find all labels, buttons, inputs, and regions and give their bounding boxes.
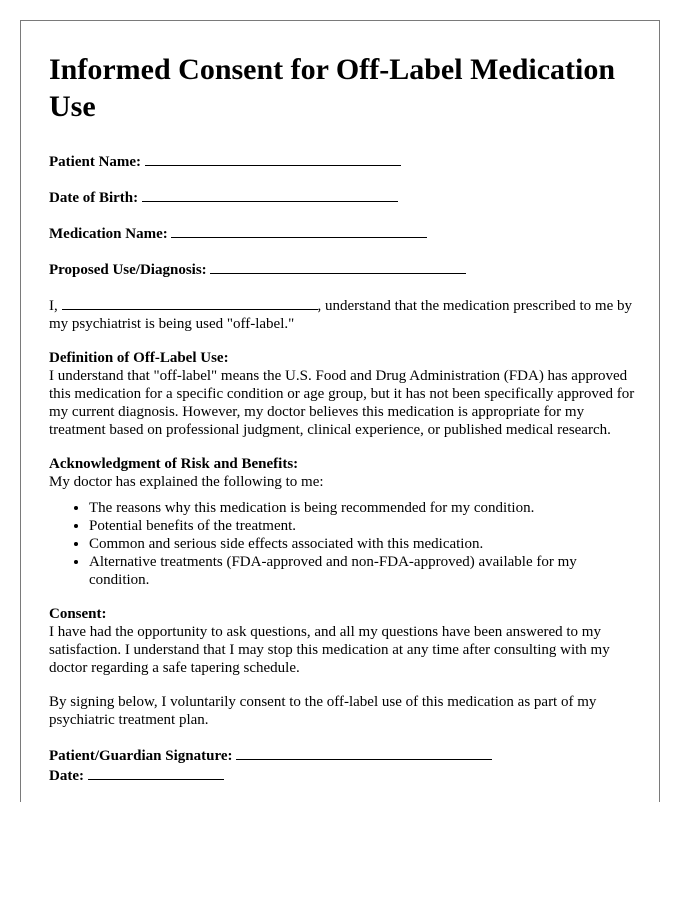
- definition-body: I understand that "off-label" means the U.S. Food and Drug Administration (FDA) has approved this medication for a specific condition or age group, but it has not been specifically approved for my current diagnosis. However, my doctor believes this medication is appropriate for my treatment based on professional judgment, clinical experience, or published medical research.: [49, 368, 635, 438]
- closing-paragraph: By signing below, I voluntarily consent to the off-label use of this medication as part of my psychiatric treatment plan.: [49, 694, 597, 728]
- date-blank[interactable]: [88, 765, 224, 780]
- signature-blank[interactable]: [236, 745, 492, 760]
- form-content: [49, 51, 639, 785]
- acknowledgment-list: [49, 499, 639, 589]
- consent-body: I have had the opportunity to ask questions, and all my questions have been answered to my satisfaction. I understand that I may stop this medication at any time after consulting with my doctor regarding a safe tapering schedule.: [49, 624, 610, 676]
- acknowledgment-section: [49, 455, 639, 589]
- signature-label: Patient/Guardian Signature:: [49, 748, 233, 764]
- consent-section: [49, 605, 639, 677]
- proposed-use-field: [49, 259, 639, 279]
- consent-heading: Consent:: [49, 606, 107, 622]
- list-item: • Alternative treatments (FDA-approved and non-FDA-approved) available for my condition.: [89, 553, 639, 589]
- definition-section: [49, 349, 639, 439]
- dob-blank[interactable]: [142, 187, 398, 202]
- list-item: • Potential benefits of the treatment.: [89, 517, 639, 535]
- proposed-use-blank[interactable]: [210, 259, 466, 274]
- intro-name-blank[interactable]: [62, 295, 318, 310]
- definition-heading: Definition of Off-Label Use:: [49, 350, 229, 366]
- intro-suffix: , understand that the medication prescribed to me by my psychiatrist is being used "off-label.": [49, 298, 632, 332]
- date-field: [49, 765, 639, 785]
- dob-label: Date of Birth:: [49, 190, 139, 206]
- intro-prefix: I,: [49, 298, 58, 314]
- intro-paragraph: [49, 295, 639, 333]
- medication-name-label: Medication Name:: [49, 226, 168, 242]
- proposed-use-label: Proposed Use/Diagnosis:: [49, 262, 207, 278]
- acknowledgment-intro: My doctor has explained the following to me:: [49, 474, 324, 490]
- consent-form-page: [20, 20, 660, 802]
- form-title: Informed Consent for Off-Label Medication Use: [49, 53, 616, 123]
- patient-name-field: [49, 151, 639, 171]
- date-label: Date:: [49, 768, 84, 784]
- patient-name-blank[interactable]: [145, 151, 401, 166]
- medication-name-blank[interactable]: [171, 223, 427, 238]
- list-item: • Common and serious side effects associated with this medication.: [89, 535, 639, 553]
- medication-name-field: [49, 223, 639, 243]
- signature-field: [49, 745, 639, 765]
- acknowledgment-heading: Acknowledgment of Risk and Benefits:: [49, 456, 299, 472]
- patient-name-label: Patient Name:: [49, 154, 142, 170]
- list-item: • The reasons why this medication is being recommended for my condition.: [89, 499, 639, 517]
- dob-field: [49, 187, 639, 207]
